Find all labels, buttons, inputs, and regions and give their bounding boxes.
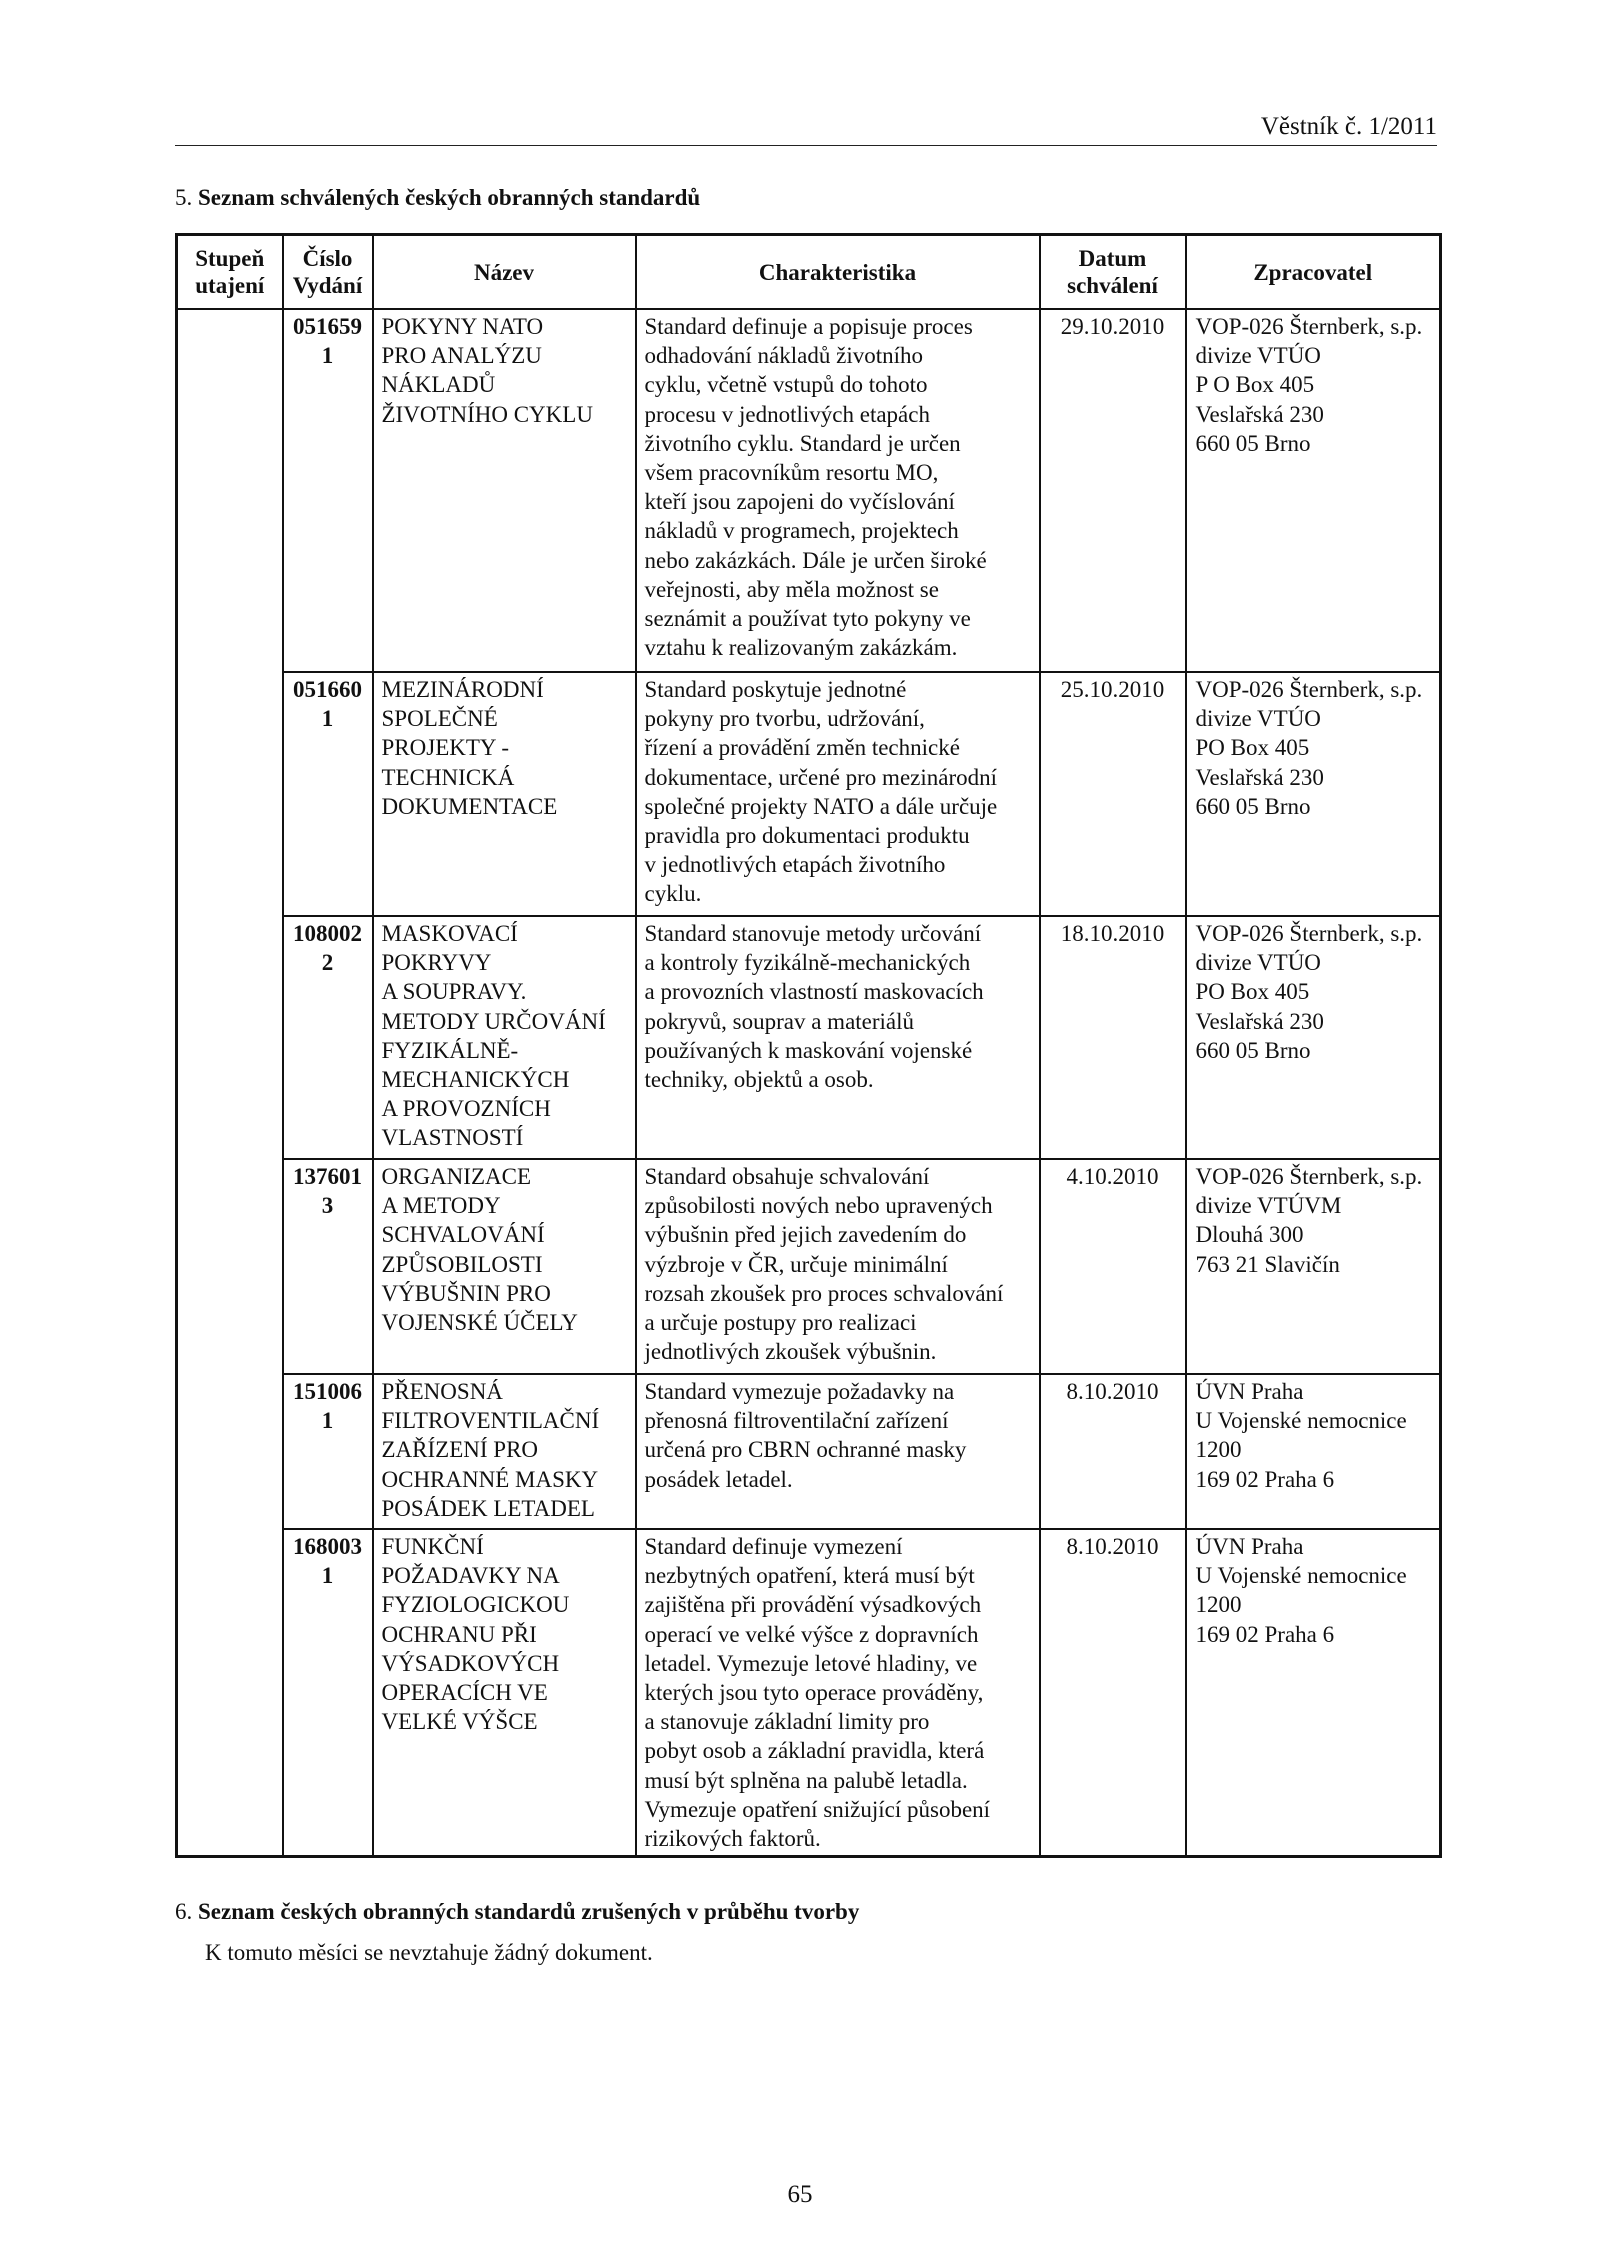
cell-zpracovatel: VOP-026 Šternberk, s.p. divize VTÚO PO Box 405 Veslařská 230 660 05 Brno	[1186, 672, 1441, 916]
col-header-zpracovatel: Zpracovatel	[1186, 235, 1441, 310]
cell-nazev: MEZINÁRODNÍ SPOLEČNÉ PROJEKTY - TECHNICKÁ DOKUMENTACE	[373, 672, 636, 916]
section-5-title	[175, 183, 700, 213]
cell-charakteristika: Standard vymezuje požadavky na přenosná filtroventilační zařízení určená pro CBRN ochranné masky posádek letadel.	[636, 1374, 1040, 1529]
cell-zpracovatel: VOP-026 Šternberk, s.p. divize VTÚVM Dlouhá 300 763 21 Slavičín	[1186, 1159, 1441, 1374]
cell-nazev: FUNKČNÍ POŽADAVKY NA FYZIOLOGICKOU OCHRANU PŘI VÝSADKOVÝCH OPERACÍCH VE VELKÉ VÝŠCE	[373, 1529, 636, 1857]
header-text: Věstník č. 1/2011	[1260, 113, 1437, 140]
table-row	[177, 309, 1441, 672]
section-6-title	[175, 1897, 859, 1927]
cell-zpracovatel: VOP-026 Šternberk, s.p. divize VTÚO P O Box 405 Veslařská 230 660 05 Brno	[1186, 309, 1441, 672]
cell-nazev: POKYNY NATO PRO ANALÝZU NÁKLADŮ ŽIVOTNÍHO CYKLU	[373, 309, 636, 672]
col-header-charakteristika: Charakteristika	[636, 235, 1040, 310]
cell-stupen	[177, 1159, 283, 1374]
standards-table	[175, 233, 1442, 1858]
section-6-number: 6.	[175, 1899, 193, 1924]
cell-cislo: 151006 1	[283, 1374, 373, 1529]
cell-datum: 29.10.2010	[1040, 309, 1186, 672]
section-6-note: K tomuto měsíci se nevztahuje žádný dokument.	[205, 1940, 653, 1965]
cell-stupen	[177, 916, 283, 1159]
cell-cislo: 168003 1	[283, 1529, 373, 1857]
cell-datum: 4.10.2010	[1040, 1159, 1186, 1374]
col-header-cislo: Číslo Vydání	[283, 235, 373, 310]
cell-charakteristika: Standard definuje vymezení nezbytných opatření, která musí být zajištěna při provádění výsadkových operací ve velké výšce z dopravních letadel. Vymezuje letové hladiny, ve kterých jsou tyto operace prováděny, a stanovuje základní limity pro pobyt osob a základní pravidla, která musí být splněna na palubě letadla. Vymezuje opatření snižující působení rizikových faktorů.	[636, 1529, 1040, 1857]
cell-stupen	[177, 1374, 283, 1529]
table-row	[177, 1529, 1441, 1857]
cell-stupen	[177, 672, 283, 916]
table-row	[177, 672, 1441, 916]
col-header-stupen: Stupeň utajení	[177, 235, 283, 310]
cell-nazev: MASKOVACÍ POKRYVY A SOUPRAVY. METODY URČOVÁNÍ FYZIKÁLNĚ- MECHANICKÝCH A PROVOZNÍCH VLASTNOSTÍ	[373, 916, 636, 1159]
table-row	[177, 1159, 1441, 1374]
cell-datum: 8.10.2010	[1040, 1529, 1186, 1857]
page-number: 65	[787, 2181, 813, 2208]
cell-cislo: 137601 3	[283, 1159, 373, 1374]
cell-nazev: PŘENOSNÁ FILTROVENTILAČNÍ ZAŘÍZENÍ PRO OCHRANNÉ MASKY POSÁDEK LETADEL	[373, 1374, 636, 1529]
cell-stupen	[177, 309, 283, 672]
cell-zpracovatel: ÚVN Praha U Vojenské nemocnice 1200 169 02 Praha 6	[1186, 1529, 1441, 1857]
page-header	[175, 112, 1437, 146]
cell-datum: 18.10.2010	[1040, 916, 1186, 1159]
cell-zpracovatel: VOP-026 Šternberk, s.p. divize VTÚO PO Box 405 Veslařská 230 660 05 Brno	[1186, 916, 1441, 1159]
section-6-heading: Seznam českých obranných standardů zrušených v průběhu tvorby	[198, 1899, 860, 1924]
table-row	[177, 1374, 1441, 1529]
cell-datum: 8.10.2010	[1040, 1374, 1186, 1529]
cell-cislo: 051660 1	[283, 672, 373, 916]
cell-zpracovatel: ÚVN Praha U Vojenské nemocnice 1200 169 02 Praha 6	[1186, 1374, 1441, 1529]
table-row	[177, 916, 1441, 1159]
section-5-number: 5.	[175, 185, 193, 210]
cell-datum: 25.10.2010	[1040, 672, 1186, 916]
cell-nazev: ORGANIZACE A METODY SCHVALOVÁNÍ ZPŮSOBILOSTI VÝBUŠNIN PRO VOJENSKÉ ÚČELY	[373, 1159, 636, 1374]
cell-charakteristika: Standard obsahuje schvalování způsobilosti nových nebo upravených výbušnin před jejich zavedením do výzbroje v ČR, určuje minimální rozsah zkoušek pro proces schvalování a určuje postupy pro realizaci jednotlivých zkoušek výbušnin.	[636, 1159, 1040, 1374]
section-5-heading: Seznam schválených českých obranných standardů	[198, 185, 701, 210]
table-header-row	[177, 235, 1441, 310]
col-header-datum: Datum schválení	[1040, 235, 1186, 310]
cell-stupen	[177, 1529, 283, 1857]
cell-charakteristika: Standard poskytuje jednotné pokyny pro tvorbu, udržování, řízení a provádění změn technické dokumentace, určené pro mezinárodní společné projekty NATO a dále určuje pravidla pro dokumentaci produktu v jednotlivých etapách životního cyklu.	[636, 672, 1040, 916]
cell-charakteristika: Standard stanovuje metody určování a kontroly fyzikálně-mechanických a provozních vlastností maskovacích pokryvů, souprav a materiálů používaných k maskování vojenské techniky, objektů a osob.	[636, 916, 1040, 1159]
cell-cislo: 051659 1	[283, 309, 373, 672]
col-header-nazev: Název	[373, 235, 636, 310]
cell-cislo: 108002 2	[283, 916, 373, 1159]
cell-charakteristika: Standard definuje a popisuje proces odhadování nákladů životního cyklu, včetně vstupů do tohoto procesu v jednotlivých etapách životního cyklu. Standard je určen všem pracovníkům resortu MO, kteří jsou zapojeni do vyčíslování nákladů v programech, projektech nebo zakázkách. Dále je určen široké veřejnosti, aby měla možnost se seznámit a používat tyto pokyny ve vztahu k realizovaným zakázkám.	[636, 309, 1040, 672]
